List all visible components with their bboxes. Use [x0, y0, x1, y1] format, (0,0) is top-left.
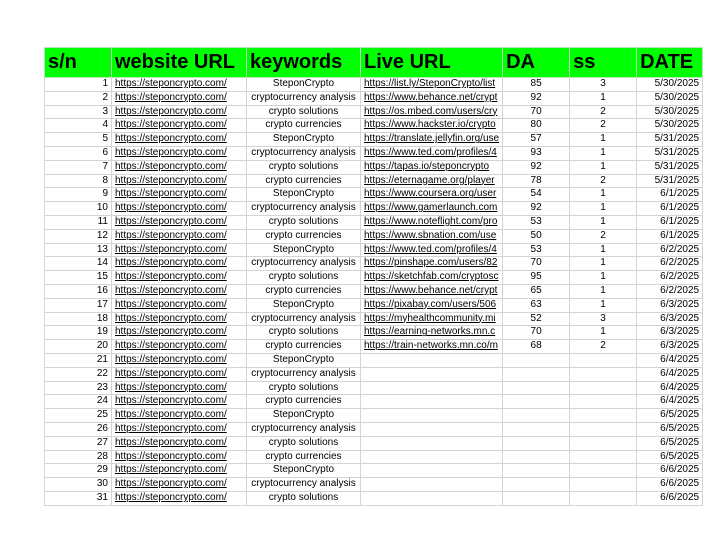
cell-keywords[interactable]: crypto currencies	[247, 450, 361, 464]
cell-website-url[interactable]: https://steponcrypto.com/	[112, 78, 247, 92]
cell-sn[interactable]: 25	[45, 409, 112, 423]
cell-date[interactable]: 6/5/2025	[637, 409, 703, 423]
cell-date[interactable]: 5/31/2025	[637, 133, 703, 147]
cell-keywords[interactable]: crypto currencies	[247, 174, 361, 188]
cell-keywords[interactable]: crypto solutions	[247, 326, 361, 340]
cell-keywords[interactable]: SteponCrypto	[247, 78, 361, 92]
cell-website-url[interactable]: https://steponcrypto.com/	[112, 105, 247, 119]
cell-date[interactable]: 5/30/2025	[637, 105, 703, 119]
cell-date[interactable]: 6/3/2025	[637, 340, 703, 354]
cell-date[interactable]: 6/5/2025	[637, 450, 703, 464]
spreadsheet-table	[44, 47, 703, 506]
table-row	[45, 188, 703, 202]
cell-ss[interactable]: 1	[570, 284, 637, 298]
cell-sn[interactable]: 11	[45, 215, 112, 229]
cell-live-url[interactable]	[361, 409, 503, 423]
cell-sn[interactable]: 22	[45, 367, 112, 381]
cell-da[interactable]: 92	[503, 91, 570, 105]
table-row	[45, 284, 703, 298]
cell-live-url[interactable]	[361, 436, 503, 450]
cell-live-url[interactable]	[361, 464, 503, 478]
cell-sn[interactable]: 1	[45, 78, 112, 92]
cell-website-url[interactable]: https://steponcrypto.com/	[112, 271, 247, 285]
cell-keywords[interactable]: crypto solutions	[247, 436, 361, 450]
cell-ss[interactable]: 3	[570, 78, 637, 92]
table-row	[45, 271, 703, 285]
cell-date[interactable]: 6/2/2025	[637, 284, 703, 298]
cell-sn[interactable]: 6	[45, 146, 112, 160]
cell-da[interactable]: 54	[503, 188, 570, 202]
cell-live-url[interactable]: https://pinshape.com/users/82	[361, 257, 503, 271]
cell-live-url[interactable]: https://list.ly/SteponCrypto/list	[361, 78, 503, 92]
cell-ss[interactable]: 2	[570, 119, 637, 133]
cell-website-url[interactable]: https://steponcrypto.com/	[112, 133, 247, 147]
cell-website-url[interactable]: https://steponcrypto.com/	[112, 381, 247, 395]
cell-website-url[interactable]: https://steponcrypto.com/	[112, 409, 247, 423]
cell-date[interactable]: 5/30/2025	[637, 119, 703, 133]
cell-da[interactable]: 53	[503, 243, 570, 257]
table-row	[45, 464, 703, 478]
cell-da[interactable]: 93	[503, 146, 570, 160]
cell-website-url[interactable]: https://steponcrypto.com/	[112, 464, 247, 478]
cell-da[interactable]: 57	[503, 133, 570, 147]
cell-ss[interactable]: 1	[570, 215, 637, 229]
cell-ss[interactable]	[570, 395, 637, 409]
cell-ss[interactable]: 1	[570, 326, 637, 340]
cell-date[interactable]: 6/3/2025	[637, 326, 703, 340]
cell-website-url[interactable]: https://steponcrypto.com/	[112, 395, 247, 409]
cell-sn[interactable]: 12	[45, 229, 112, 243]
cell-live-url[interactable]: https://www.sbnation.com/use	[361, 229, 503, 243]
cell-live-url[interactable]: https://www.noteflight.com/pro	[361, 215, 503, 229]
cell-keywords[interactable]: SteponCrypto	[247, 409, 361, 423]
cell-sn[interactable]: 8	[45, 174, 112, 188]
cell-ss[interactable]	[570, 367, 637, 381]
table-row	[45, 202, 703, 216]
cell-keywords[interactable]: SteponCrypto	[247, 133, 361, 147]
cell-sn[interactable]: 20	[45, 340, 112, 354]
cell-keywords[interactable]: SteponCrypto	[247, 464, 361, 478]
cell-live-url[interactable]: https://www.gamerlaunch.com	[361, 202, 503, 216]
cell-live-url[interactable]	[361, 367, 503, 381]
cell-sn[interactable]: 27	[45, 436, 112, 450]
header-ss[interactable]: ss	[570, 48, 637, 78]
cell-website-url[interactable]: https://steponcrypto.com/	[112, 422, 247, 436]
table-row	[45, 478, 703, 492]
cell-ss[interactable]: 1	[570, 160, 637, 174]
cell-keywords[interactable]: cryptocurrency analysis	[247, 422, 361, 436]
cell-ss[interactable]: 2	[570, 229, 637, 243]
cell-date[interactable]: 6/3/2025	[637, 298, 703, 312]
cell-live-url[interactable]	[361, 450, 503, 464]
cell-keywords[interactable]: cryptocurrency analysis	[247, 478, 361, 492]
cell-live-url[interactable]: https://www.ted.com/profiles/4	[361, 243, 503, 257]
cell-keywords[interactable]: cryptocurrency analysis	[247, 312, 361, 326]
cell-ss[interactable]: 2	[570, 174, 637, 188]
cell-ss[interactable]: 1	[570, 188, 637, 202]
cell-keywords[interactable]: crypto currencies	[247, 395, 361, 409]
cell-sn[interactable]: 24	[45, 395, 112, 409]
table-row	[45, 215, 703, 229]
cell-date[interactable]: 5/30/2025	[637, 91, 703, 105]
cell-date[interactable]: 6/2/2025	[637, 271, 703, 285]
cell-da[interactable]: 53	[503, 215, 570, 229]
cell-da[interactable]: 78	[503, 174, 570, 188]
cell-ss[interactable]	[570, 450, 637, 464]
cell-ss[interactable]: 1	[570, 146, 637, 160]
cell-live-url[interactable]: https://sketchfab.com/cryptosc	[361, 271, 503, 285]
cell-live-url[interactable]: https://train-networks.mn.co/m	[361, 340, 503, 354]
header-date[interactable]: DATE	[637, 48, 703, 78]
cell-live-url[interactable]: https://tapas.io/steponcrypto	[361, 160, 503, 174]
cell-keywords[interactable]: cryptocurrency analysis	[247, 146, 361, 160]
cell-date[interactable]: 6/6/2025	[637, 464, 703, 478]
cell-ss[interactable]: 2	[570, 105, 637, 119]
cell-da[interactable]	[503, 367, 570, 381]
cell-ss[interactable]: 2	[570, 340, 637, 354]
cell-da[interactable]: 92	[503, 160, 570, 174]
cell-date[interactable]: 6/1/2025	[637, 188, 703, 202]
cell-ss[interactable]	[570, 409, 637, 423]
cell-da[interactable]: 85	[503, 78, 570, 92]
cell-date[interactable]: 6/3/2025	[637, 312, 703, 326]
cell-keywords[interactable]: SteponCrypto	[247, 353, 361, 367]
cell-date[interactable]: 6/5/2025	[637, 436, 703, 450]
cell-keywords[interactable]: cryptocurrency analysis	[247, 367, 361, 381]
cell-sn[interactable]: 13	[45, 243, 112, 257]
cell-live-url[interactable]	[361, 381, 503, 395]
cell-sn[interactable]: 4	[45, 119, 112, 133]
table-body	[45, 78, 703, 506]
cell-sn[interactable]: 7	[45, 160, 112, 174]
cell-ss[interactable]	[570, 422, 637, 436]
cell-keywords[interactable]: crypto solutions	[247, 105, 361, 119]
header-live-url[interactable]: Live URL	[361, 48, 503, 78]
cell-live-url[interactable]: https://pixabay.com/users/506	[361, 298, 503, 312]
cell-live-url[interactable]	[361, 353, 503, 367]
cell-sn[interactable]: 14	[45, 257, 112, 271]
cell-website-url[interactable]: https://steponcrypto.com/	[112, 284, 247, 298]
cell-live-url[interactable]: https://os.mbed.com/users/cry	[361, 105, 503, 119]
cell-website-url[interactable]: https://steponcrypto.com/	[112, 215, 247, 229]
cell-live-url[interactable]	[361, 478, 503, 492]
cell-website-url[interactable]: https://steponcrypto.com/	[112, 174, 247, 188]
cell-keywords[interactable]: crypto currencies	[247, 284, 361, 298]
table-row	[45, 146, 703, 160]
cell-live-url[interactable]	[361, 491, 503, 505]
cell-sn[interactable]: 28	[45, 450, 112, 464]
cell-keywords[interactable]: crypto currencies	[247, 119, 361, 133]
cell-date[interactable]: 6/6/2025	[637, 491, 703, 505]
cell-website-url[interactable]: https://steponcrypto.com/	[112, 119, 247, 133]
table-row	[45, 353, 703, 367]
table-row	[45, 174, 703, 188]
cell-ss[interactable]	[570, 381, 637, 395]
cell-date[interactable]: 6/6/2025	[637, 478, 703, 492]
cell-date[interactable]: 6/1/2025	[637, 229, 703, 243]
cell-website-url[interactable]: https://steponcrypto.com/	[112, 243, 247, 257]
cell-da[interactable]	[503, 409, 570, 423]
cell-live-url[interactable]: https://www.hackster.io/crypto	[361, 119, 503, 133]
header-website-url[interactable]: website URL	[112, 48, 247, 78]
cell-website-url[interactable]: https://steponcrypto.com/	[112, 491, 247, 505]
cell-keywords[interactable]: cryptocurrency analysis	[247, 91, 361, 105]
cell-date[interactable]: 6/1/2025	[637, 215, 703, 229]
cell-da[interactable]: 63	[503, 298, 570, 312]
cell-keywords[interactable]: cryptocurrency analysis	[247, 202, 361, 216]
table-row	[45, 395, 703, 409]
table-row	[45, 491, 703, 505]
cell-sn[interactable]: 5	[45, 133, 112, 147]
cell-date[interactable]: 5/30/2025	[637, 78, 703, 92]
cell-date[interactable]: 5/31/2025	[637, 174, 703, 188]
cell-ss[interactable]	[570, 436, 637, 450]
cell-website-url[interactable]: https://steponcrypto.com/	[112, 229, 247, 243]
cell-date[interactable]: 6/2/2025	[637, 243, 703, 257]
cell-website-url[interactable]: https://steponcrypto.com/	[112, 146, 247, 160]
cell-keywords[interactable]: crypto currencies	[247, 229, 361, 243]
cell-da[interactable]: 52	[503, 312, 570, 326]
table-row	[45, 105, 703, 119]
table-row	[45, 91, 703, 105]
cell-da[interactable]: 68	[503, 340, 570, 354]
cell-ss[interactable]: 1	[570, 271, 637, 285]
cell-keywords[interactable]: crypto currencies	[247, 340, 361, 354]
cell-sn[interactable]: 30	[45, 478, 112, 492]
cell-keywords[interactable]: crypto solutions	[247, 160, 361, 174]
cell-da[interactable]	[503, 381, 570, 395]
cell-da[interactable]	[503, 395, 570, 409]
cell-date[interactable]: 6/4/2025	[637, 381, 703, 395]
cell-da[interactable]: 70	[503, 326, 570, 340]
cell-website-url[interactable]: https://steponcrypto.com/	[112, 188, 247, 202]
cell-sn[interactable]: 31	[45, 491, 112, 505]
cell-live-url[interactable]: https://myhealthcommunity.mi	[361, 312, 503, 326]
cell-keywords[interactable]: SteponCrypto	[247, 243, 361, 257]
cell-da[interactable]: 95	[503, 271, 570, 285]
cell-da[interactable]	[503, 422, 570, 436]
cell-da[interactable]: 65	[503, 284, 570, 298]
cell-keywords[interactable]: crypto solutions	[247, 491, 361, 505]
cell-da[interactable]: 80	[503, 119, 570, 133]
cell-live-url[interactable]	[361, 422, 503, 436]
cell-da[interactable]	[503, 450, 570, 464]
cell-da[interactable]	[503, 353, 570, 367]
cell-website-url[interactable]: https://steponcrypto.com/	[112, 160, 247, 174]
cell-ss[interactable]: 1	[570, 202, 637, 216]
cell-live-url[interactable]: https://www.coursera.org/user	[361, 188, 503, 202]
cell-da[interactable]	[503, 478, 570, 492]
header-keywords[interactable]: keywords	[247, 48, 361, 78]
cell-live-url[interactable]: https://www.behance.net/crypt	[361, 284, 503, 298]
cell-date[interactable]: 5/31/2025	[637, 160, 703, 174]
cell-sn[interactable]: 29	[45, 464, 112, 478]
cell-website-url[interactable]: https://steponcrypto.com/	[112, 367, 247, 381]
cell-website-url[interactable]: https://steponcrypto.com/	[112, 353, 247, 367]
table-row	[45, 229, 703, 243]
cell-sn[interactable]: 9	[45, 188, 112, 202]
cell-keywords[interactable]: cryptocurrency analysis	[247, 257, 361, 271]
cell-da[interactable]: 70	[503, 257, 570, 271]
cell-ss[interactable]	[570, 464, 637, 478]
cell-website-url[interactable]: https://steponcrypto.com/	[112, 450, 247, 464]
cell-ss[interactable]: 1	[570, 133, 637, 147]
cell-live-url[interactable]: https://earning-networks.mn.c	[361, 326, 503, 340]
cell-website-url[interactable]: https://steponcrypto.com/	[112, 340, 247, 354]
cell-sn[interactable]: 23	[45, 381, 112, 395]
cell-date[interactable]: 6/4/2025	[637, 367, 703, 381]
cell-ss[interactable]	[570, 491, 637, 505]
header-row	[45, 48, 703, 78]
cell-keywords[interactable]: SteponCrypto	[247, 188, 361, 202]
cell-keywords[interactable]: crypto solutions	[247, 381, 361, 395]
cell-website-url[interactable]: https://steponcrypto.com/	[112, 91, 247, 105]
cell-live-url[interactable]: https://eternagame.org/player	[361, 174, 503, 188]
cell-website-url[interactable]: https://steponcrypto.com/	[112, 326, 247, 340]
cell-ss[interactable]: 1	[570, 91, 637, 105]
cell-live-url[interactable]	[361, 395, 503, 409]
table-row	[45, 409, 703, 423]
cell-sn[interactable]: 10	[45, 202, 112, 216]
cell-live-url[interactable]: https://translate.jellyfin.org/use	[361, 133, 503, 147]
cell-da[interactable]	[503, 491, 570, 505]
cell-website-url[interactable]: https://steponcrypto.com/	[112, 202, 247, 216]
cell-ss[interactable]: 1	[570, 243, 637, 257]
cell-live-url[interactable]: https://www.ted.com/profiles/4	[361, 146, 503, 160]
cell-date[interactable]: 6/1/2025	[637, 202, 703, 216]
table-row	[45, 160, 703, 174]
header-row-group	[45, 48, 703, 78]
header-da[interactable]: DA	[503, 48, 570, 78]
cell-sn[interactable]: 2	[45, 91, 112, 105]
cell-date[interactable]: 6/2/2025	[637, 257, 703, 271]
table-row	[45, 119, 703, 133]
cell-date[interactable]: 6/4/2025	[637, 395, 703, 409]
cell-sn[interactable]: 17	[45, 298, 112, 312]
cell-da[interactable]	[503, 464, 570, 478]
cell-da[interactable]: 70	[503, 105, 570, 119]
table-row	[45, 340, 703, 354]
header-sn[interactable]: s/n	[45, 48, 112, 78]
cell-ss[interactable]	[570, 478, 637, 492]
cell-website-url[interactable]: https://steponcrypto.com/	[112, 478, 247, 492]
cell-date[interactable]: 6/5/2025	[637, 422, 703, 436]
table-row	[45, 298, 703, 312]
cell-keywords[interactable]: crypto solutions	[247, 271, 361, 285]
table-row	[45, 243, 703, 257]
cell-da[interactable]: 92	[503, 202, 570, 216]
table-row	[45, 381, 703, 395]
cell-sn[interactable]: 15	[45, 271, 112, 285]
cell-sn[interactable]: 19	[45, 326, 112, 340]
table-row	[45, 326, 703, 340]
table-row	[45, 436, 703, 450]
cell-sn[interactable]: 16	[45, 284, 112, 298]
cell-website-url[interactable]: https://steponcrypto.com/	[112, 298, 247, 312]
cell-sn[interactable]: 3	[45, 105, 112, 119]
cell-sn[interactable]: 18	[45, 312, 112, 326]
table-row	[45, 133, 703, 147]
cell-sn[interactable]: 26	[45, 422, 112, 436]
cell-ss[interactable]	[570, 353, 637, 367]
table-row	[45, 422, 703, 436]
cell-ss[interactable]: 1	[570, 257, 637, 271]
table-row	[45, 312, 703, 326]
cell-website-url[interactable]: https://steponcrypto.com/	[112, 257, 247, 271]
cell-da[interactable]: 50	[503, 229, 570, 243]
cell-website-url[interactable]: https://steponcrypto.com/	[112, 312, 247, 326]
table-row	[45, 257, 703, 271]
table-row	[45, 367, 703, 381]
cell-website-url[interactable]: https://steponcrypto.com/	[112, 436, 247, 450]
cell-sn[interactable]: 21	[45, 353, 112, 367]
cell-da[interactable]	[503, 436, 570, 450]
cell-ss[interactable]: 1	[570, 298, 637, 312]
cell-date[interactable]: 5/31/2025	[637, 146, 703, 160]
cell-keywords[interactable]: SteponCrypto	[247, 298, 361, 312]
cell-keywords[interactable]: crypto solutions	[247, 215, 361, 229]
table-row	[45, 78, 703, 92]
cell-live-url[interactable]: https://www.behance.net/crypt	[361, 91, 503, 105]
table-row	[45, 450, 703, 464]
cell-ss[interactable]: 3	[570, 312, 637, 326]
cell-date[interactable]: 6/4/2025	[637, 353, 703, 367]
